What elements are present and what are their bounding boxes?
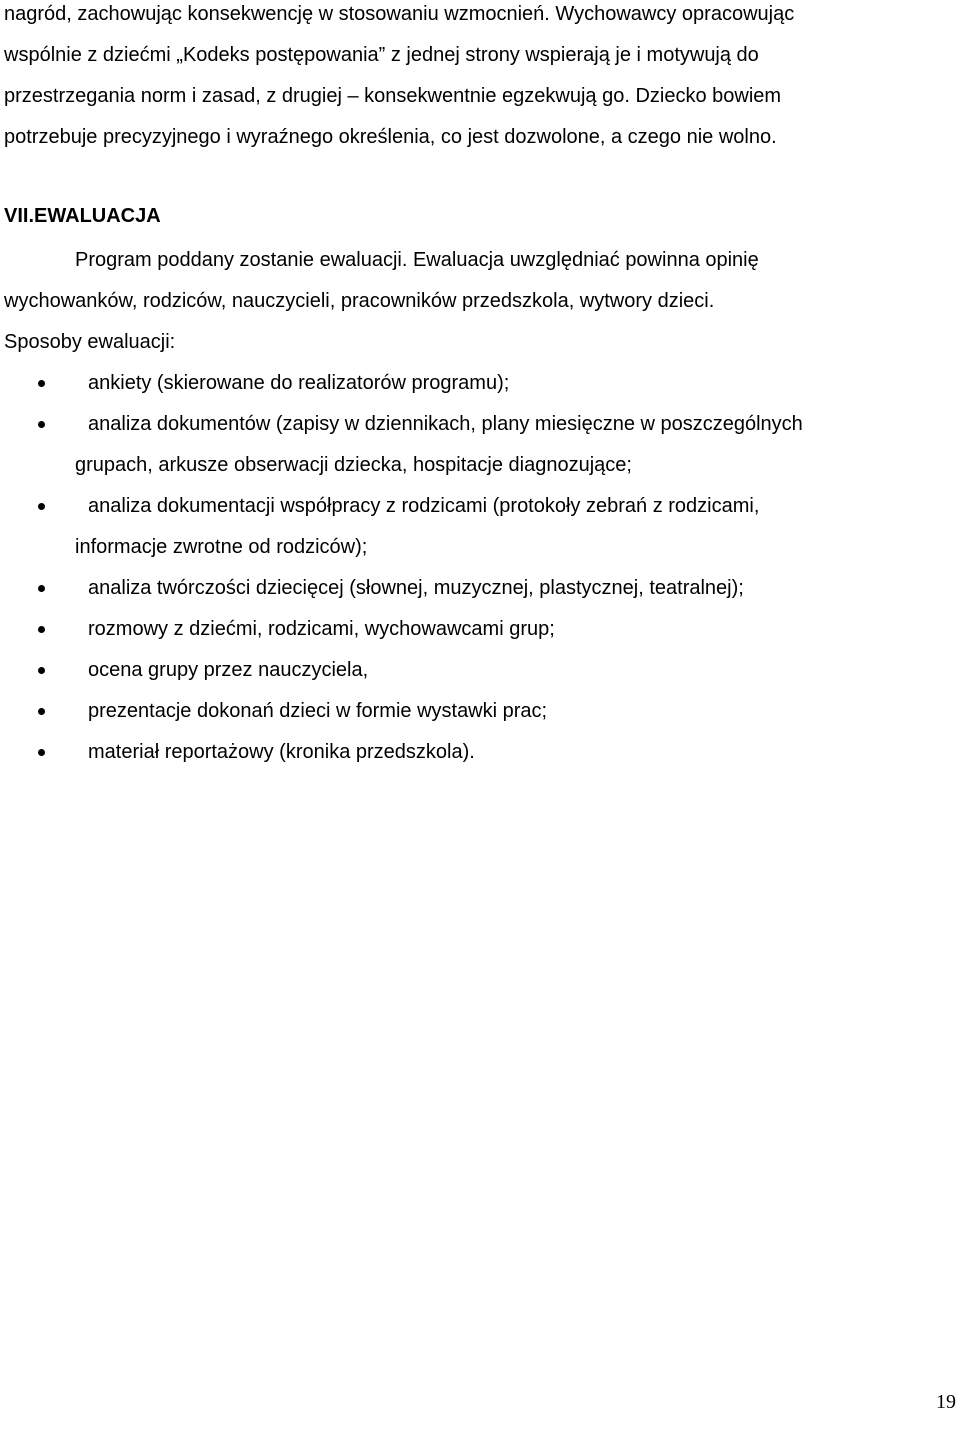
list-item	[0, 576, 960, 600]
bullet-icon	[38, 585, 45, 592]
list-item-text: ankiety (skierowane do realizatorów programu);	[88, 372, 510, 394]
list-item	[0, 699, 960, 723]
section-heading: VII.EWALUACJA	[4, 205, 161, 227]
list-item-text: prezentacje dokonań dzieci w formie wystawki prac;	[88, 700, 548, 722]
intro-line-4: potrzebuje precyzyjnego i wyraźnego określenia, co jest dozwolone, a czego nie wolno.	[4, 126, 777, 148]
list-item-continuation: informacje zwrotne od rodziców);	[75, 536, 368, 558]
list-item	[0, 371, 960, 395]
list-item-text: analiza dokumentów (zapisy w dziennikach, plany miesięczne w poszczególnych	[88, 413, 803, 435]
bullet-icon	[38, 626, 45, 633]
section-paragraph-line-2: wychowanków, rodziców, nauczycieli, pracowników przedszkola, wytwory dzieci.	[4, 290, 715, 312]
methods-label: Sposoby ewaluacji:	[4, 331, 176, 353]
bullet-icon	[38, 667, 45, 674]
page-number: 19	[936, 1391, 956, 1413]
bullet-icon	[38, 421, 45, 428]
intro-line-2: wspólnie z dziećmi „Kodeks postępowania” z jednej strony wspierają je i motywują do	[4, 44, 759, 66]
list-item-text: analiza twórczości dziecięcej (słownej, muzycznej, plastycznej, teatralnej);	[88, 577, 744, 599]
list-item-text: materiał reportażowy (kronika przedszkola).	[88, 741, 475, 763]
bullet-icon	[38, 380, 45, 387]
intro-line-3: przestrzegania norm i zasad, z drugiej – konsekwentnie egzekwują go. Dziecko bowiem	[4, 85, 782, 107]
list-item	[0, 658, 960, 682]
section-paragraph-line-1: Program poddany zostanie ewaluacji. Ewaluacja uwzględniać powinna opinię	[75, 249, 759, 271]
list-item-text: ocena grupy przez nauczyciela,	[88, 659, 369, 681]
intro-line-1: nagród, zachowując konsekwencję w stosowaniu wzmocnień. Wychowawcy opracowując	[4, 3, 795, 25]
bullet-icon	[38, 503, 45, 510]
list-item	[0, 494, 960, 518]
list-item-text: analiza dokumentacji współpracy z rodzicami (protokoły zebrań z rodzicami,	[88, 495, 760, 517]
bullet-icon	[38, 708, 45, 715]
list-item-continuation: grupach, arkusze obserwacji dziecka, hospitacje diagnozujące;	[75, 454, 632, 476]
bullet-icon	[38, 749, 45, 756]
list-item	[0, 740, 960, 764]
list-item	[0, 617, 960, 641]
list-item	[0, 412, 960, 436]
list-item-text: rozmowy z dziećmi, rodzicami, wychowawcami grup;	[88, 618, 555, 640]
